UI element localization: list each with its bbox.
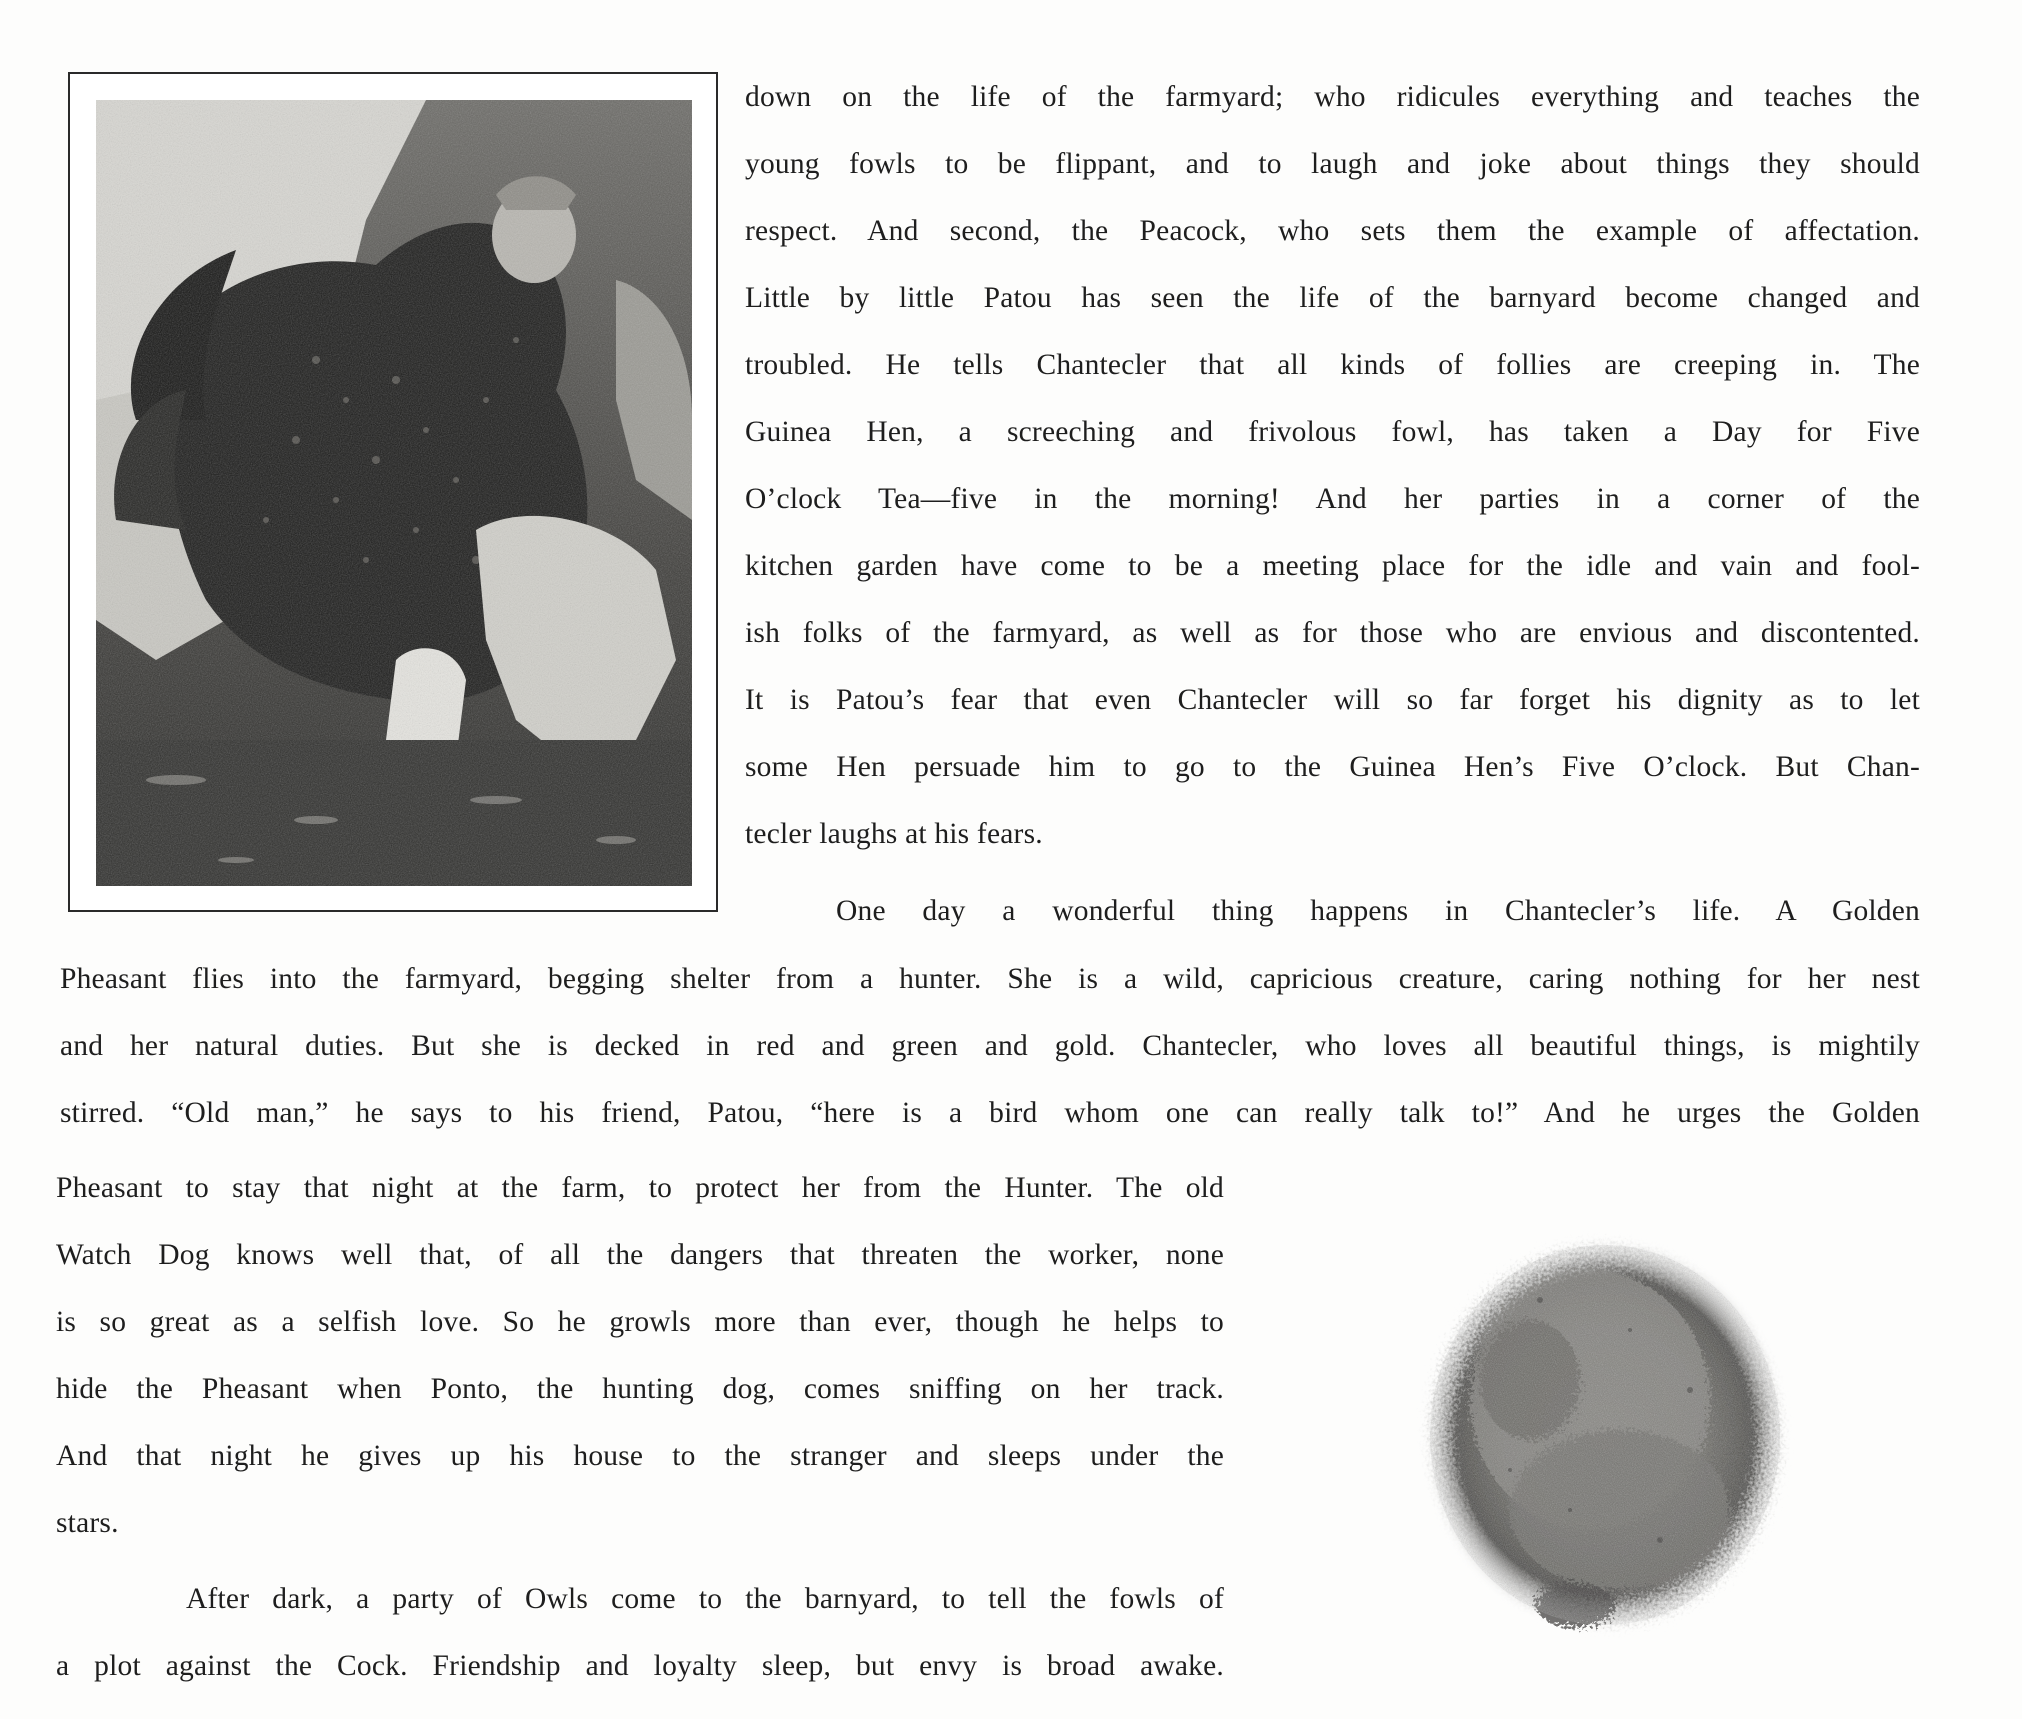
text-line: troubled. He tells Chantecler that all kinds of follies are creeping in. The bbox=[745, 349, 1920, 381]
text-line: a plot against the Cock. Friendship and loyalty sleep, but envy is broad awake. bbox=[56, 1650, 1224, 1682]
text-line: Watch Dog knows well that, of all the dangers that threaten the worker, none bbox=[56, 1239, 1224, 1271]
text-line: stirred. “Old man,” he says to his friend, Patou, “here is a bird whom one can really talk to!” And he urges the Golden bbox=[60, 1097, 1920, 1129]
text-line: After dark, a party of Owls come to the barnyard, to tell the fowls of bbox=[186, 1583, 1224, 1615]
text-line: Pheasant to stay that night at the farm, to protect her from the Hunter. The old bbox=[56, 1172, 1224, 1204]
text-line: One day a wonderful thing happens in Chantecler’s life. A Golden bbox=[836, 895, 1920, 927]
text-line: hide the Pheasant when Ponto, the hunting dog, comes sniffing on her track. bbox=[56, 1373, 1224, 1405]
chick-illustration bbox=[1390, 1210, 1820, 1650]
text-line: down on the life of the farmyard; who ridicules everything and teaches the bbox=[745, 81, 1920, 113]
text-line: O’clock Tea—five in the morning! And her parties in a corner of the bbox=[745, 483, 1920, 515]
text-line: and her natural duties. But she is decked in red and green and gold. Chantecler, who loves all beautiful things, is mightily bbox=[60, 1030, 1920, 1062]
rooster-illustration bbox=[96, 100, 692, 886]
text-line: And that night he gives up his house to the stranger and sleeps under the bbox=[56, 1440, 1224, 1472]
text-line: Little by little Patou has seen the life of the barnyard become changed and bbox=[745, 282, 1920, 314]
text-line: is so great as a selfish love. So he growls more than ever, though he helps to bbox=[56, 1306, 1224, 1338]
text-line: some Hen persuade him to go to the Guinea Hen’s Five O’clock. But Chan- bbox=[745, 751, 1920, 783]
rooster-plate-frame bbox=[68, 72, 718, 912]
text-line: Guinea Hen, a screeching and frivolous fowl, has taken a Day for Five bbox=[745, 416, 1920, 448]
text-line: It is Patou’s fear that even Chantecler will so far forget his dignity as to let bbox=[745, 684, 1920, 716]
text-line: respect. And second, the Peacock, who sets them the example of affectation. bbox=[745, 215, 1920, 247]
text-line: kitchen garden have come to be a meeting place for the idle and vain and fool- bbox=[745, 550, 1920, 582]
text-line: Pheasant flies into the farmyard, begging shelter from a hunter. She is a wild, capricious creature, caring nothing for her nest bbox=[60, 963, 1920, 995]
text-line: stars. bbox=[56, 1507, 119, 1539]
text-line: tecler laughs at his fears. bbox=[745, 818, 1043, 850]
text-line: young fowls to be flippant, and to laugh and joke about things they should bbox=[745, 148, 1920, 180]
text-line: ish folks of the farmyard, as well as for those who are envious and discontented. bbox=[745, 617, 1920, 649]
